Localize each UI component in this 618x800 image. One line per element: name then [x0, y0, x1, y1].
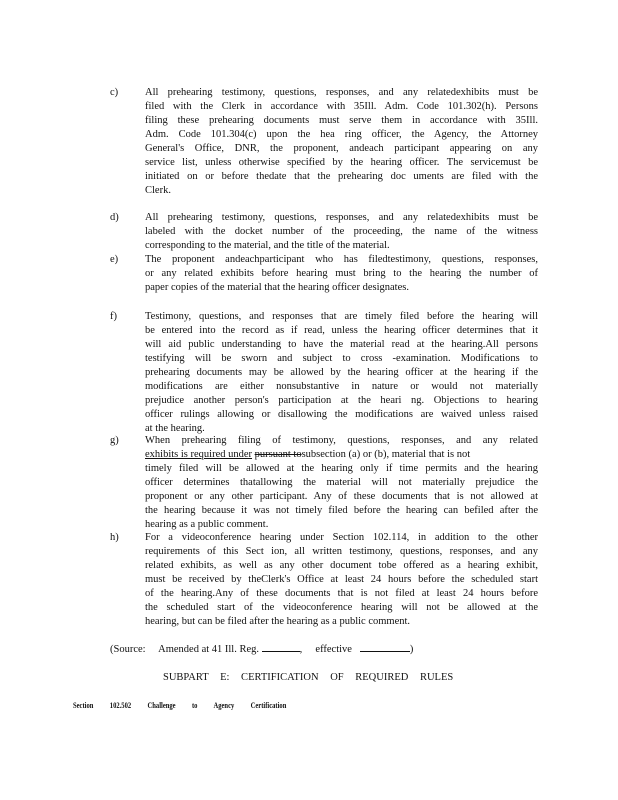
paragraph-line: prehearing documents may be allowed by the hearing officer at the hearing if the — [145, 367, 538, 378]
paragraph-line: For a videoconference hearing under Section 102.114, in addition to the other — [145, 532, 538, 543]
source-note — [110, 641, 413, 657]
paragraph-line: timely filed will be allowed at the hearing only if time permits and the hearing — [145, 463, 538, 474]
register-blank — [262, 641, 300, 652]
paragraph-line: Clerk. — [145, 185, 171, 196]
paragraph-line: testifying will be sworn and subject to cross -examination. Modifications to — [145, 353, 538, 364]
paragraph-line: must be received by theClerk's Office at least 24 hours before the scheduled start — [145, 574, 538, 585]
paragraph-line: modifications are either nonsubstantive in nature or would not materially — [145, 381, 538, 392]
paragraph-line: labeled with the docket number of the proceeding, the name of the witness — [145, 226, 538, 237]
paragraph-line: filing these prehearing documents must serve them in accordance with 35Ill. — [145, 115, 538, 126]
paragraph-line: initiated on or before thedate that the prehearing doc uments are filed with the — [145, 171, 538, 182]
paragraph-line: The proponent andeachparticipant who has filedtestimony, questions, responses, — [145, 254, 538, 265]
paragraph-line: of the hearing.Any of these documents that is not filed at least 24 hours before — [145, 588, 538, 599]
paragraph-line: Adm. Code 101.304(c) upon the hea ring officer, the Agency, the Attorney — [145, 129, 538, 140]
paragraph-line: proponent or any other participant. Any of these documents that is not allowed at — [145, 491, 538, 502]
paragraph-line: officer rulings allowing or disallowing the modifications are waived unless raised — [145, 409, 538, 420]
paragraph-label: g) — [110, 435, 119, 446]
source-effective: effective — [315, 644, 352, 655]
paragraph-line: or any related exhibits before hearing must bring to the hearing the number of — [145, 268, 538, 279]
paragraph-line: the scheduled start of the videoconference hearing will not be allowed at the — [145, 602, 538, 613]
source-open: (Source: — [110, 644, 146, 655]
source-close: ) — [409, 644, 414, 655]
source-amended: Amended at 41 Ill. Reg. — [158, 644, 260, 655]
struck-text: pursuant to — [254, 449, 302, 460]
paragraph-line: All prehearing testimony, questions, responses, and any relatedexhibits must be — [145, 212, 538, 223]
paragraph-line: General's Office, DNR, the proponent, andeach participant appearing on any — [145, 143, 538, 154]
underlined-text: exhibits is required under — [145, 449, 253, 460]
section-heading: Section 102.502 Challenge to Agency Certification — [73, 701, 287, 710]
paragraph-line: corresponding to the material, and the title of the material. — [145, 240, 390, 251]
paragraph-line: requirements of this Sect ion, all written testimony, questions, responses, and any — [145, 546, 538, 557]
paragraph-label: h) — [110, 532, 119, 543]
paragraph-line: at the hearing. — [145, 423, 205, 434]
paragraph-line: hearing, but can be filed after the hearing as a public comment. — [145, 616, 411, 627]
paragraph-line: officer determines thatallowing the material will not materially prejudice the — [145, 477, 538, 488]
paragraph-label: d) — [110, 212, 119, 223]
paragraph-label: f) — [110, 311, 117, 322]
paragraph-line-rest: subsection (a) or (b), material that is not — [301, 449, 471, 460]
paragraph-line: When prehearing filing of testimony, questions, responses, and any related — [145, 435, 538, 446]
paragraph-line: related exhibits, as well as any other document tobe offered as a hearing exhibit, — [145, 560, 538, 571]
paragraph-line: paper copies of the material that the hearing officer designates. — [145, 282, 409, 293]
paragraph-label: c) — [110, 87, 119, 98]
paragraph-line: filed with the Clerk in accordance with 35Ill. Adm. Code 101.302(h). Persons — [145, 101, 538, 112]
paragraph-line-amended — [145, 448, 538, 462]
paragraph-line: service list, unless otherwise specified by the hearing officer. The servicemust be — [145, 157, 538, 168]
paragraph-line: will aid public understanding to have the material read at the hearing.All persons — [145, 339, 538, 350]
paragraph-line: Testimony, questions, and responses that are timely filed before the hearing will — [145, 311, 538, 322]
paragraph-line: hearing as a public comment. — [145, 519, 269, 530]
effective-date-blank — [360, 641, 410, 652]
paragraph-label: e) — [110, 254, 119, 265]
subpart-heading: SUBPART E: CERTIFICATION OF REQUIRED RULES — [163, 672, 454, 683]
paragraph-line: prejudice another person's participation at the heari ng. Objections to hearing — [145, 395, 538, 406]
paragraph-line: be entered into the record as if read, unless the hearing officer determines that it — [145, 325, 538, 336]
paragraph-line: the hearing because it was not timely filed before the hearing can befiled after the — [145, 505, 538, 516]
source-comma: , — [299, 644, 303, 655]
paragraph-line: All prehearing testimony, questions, responses, and any relatedexhibits must be — [145, 87, 538, 98]
